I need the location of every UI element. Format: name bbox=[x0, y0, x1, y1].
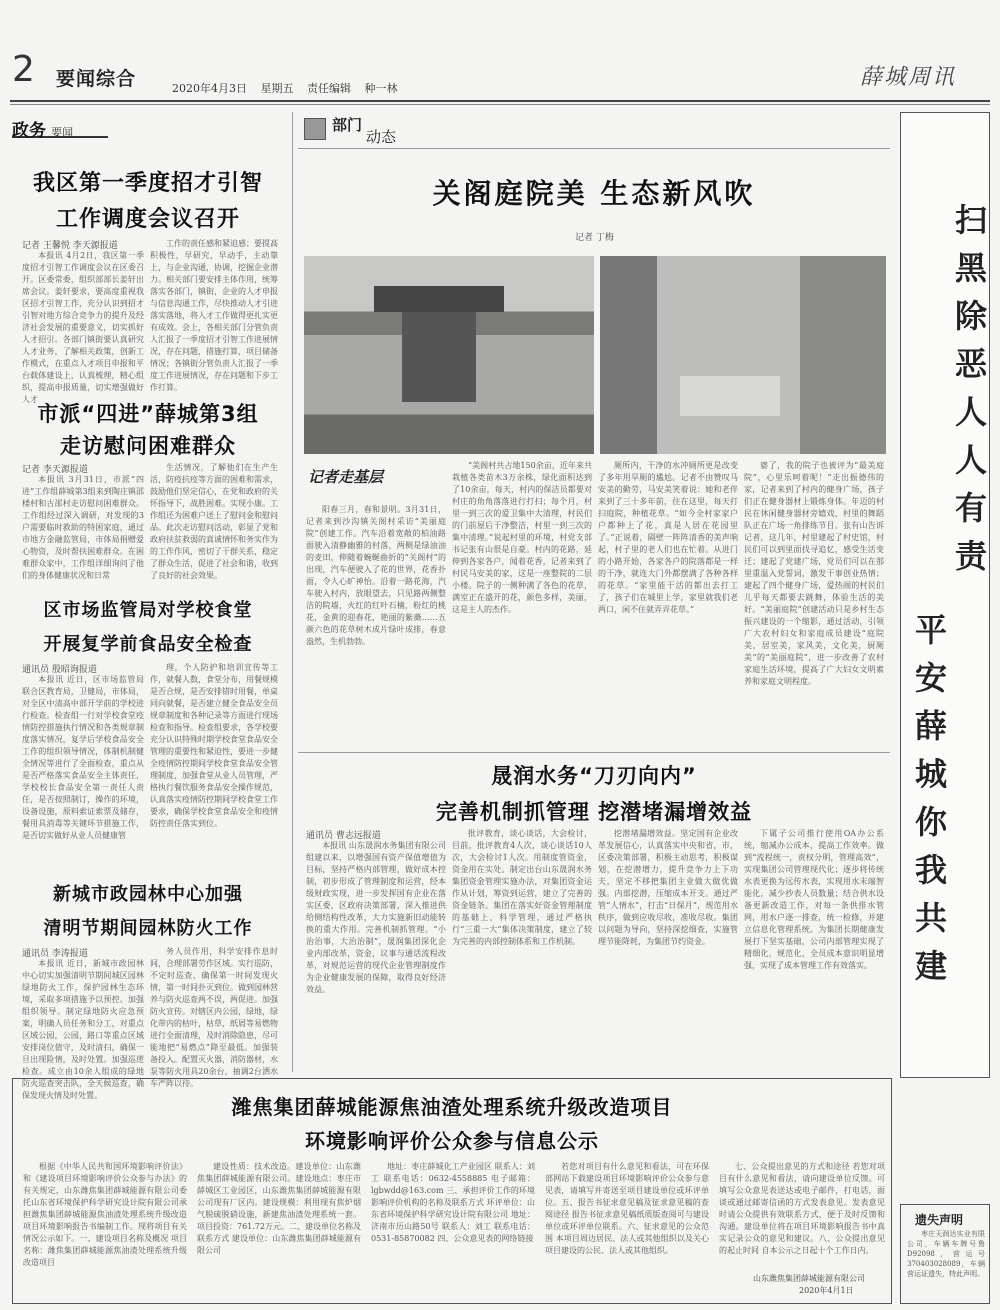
article4-body-col1: 本报讯 近日，新城市政园林中心切实加强清明节期间城区园林绿地防火工作，保护园林生态环境，采取多项措施予以预控。加强组织领导。制定绿地防火应急预案，明确人员任务和分工，对重点区域公园，公园，路口等重点区域安排岗位值守，及时清扫，确保一旦出现险情，及时处置。加强巡逻检查。成立由10余人组成的绿地防火巡查突击队，全天候巡查，确保发现火情及时处置。 bbox=[22, 959, 144, 1100]
reporter-column-tag bbox=[306, 460, 414, 500]
notice-date: 2020年4月1日 bbox=[799, 1286, 854, 1295]
dept-article1-col3: 厕所内，干净的水冲厕所更是改变了多年用旱厕的尴尬。记者不由赞叹马安美的勤劳，马安美笑着说：她和老伴来到了三十多年前，住在这里，每天打扫庭院，种植花草。“如今全村家家户户都种上了花，真是人居在花园里了。”正说着，隔壁一阵阵清香的美声响起，村子里的老人们也在忙着。从进门的小路开始，各家各户的院落都是一样的干净，就连大门外都摆满了各种各样的花草。“家里能干活的都出去打工了，孩子们在城里上学，家里就我们老两口，闲不住就弄弄花草。” bbox=[598, 461, 738, 614]
dept-article1-col1: 阳春三月，春和景明。3月31日，记者来到沙沟镇关阁村采访“美丽庭院”创建工作。汽车沿着宽敞的柏油路面驶入清静幽雅的村落，两侧是绿油油的麦田，伸随着蜿蜒曲折的“关阁村”的出现，汽车便驶入了花的世界，花香扑面，令人心旷神怡。沿着一路花海，汽车驶入村内，放眼望去，只见路两侧整洁的院墙，火红的红叶石楠，粉红的桃花，金黄的迎春花，艳丽的紫薇……五颜六色的花草树木成片绿叶成排，春意盎然，生机勃勃。 bbox=[306, 505, 446, 646]
section-title: 要闻综合 bbox=[56, 68, 137, 90]
dept-article2-title-line1: 晟润水务“刀刃向内” bbox=[491, 764, 697, 788]
page-number: 2 bbox=[12, 49, 35, 90]
article3-title-line2: 开展复学前食品安全检查 bbox=[43, 634, 253, 655]
slogan-line-1: 扫黑除恶人人有责 bbox=[950, 203, 988, 587]
dept-tag bbox=[298, 112, 444, 146]
article3-byline: 通讯员 殷昭询报道 bbox=[22, 665, 97, 675]
dept-article1-col2: “美阁村共占地150余亩，近年来共栽植各类苗木3万余株，绿化面积达到了10余亩，每天，村内的保洁员都要对村庄的角角落落进行打扫；每个月，村里一到三次的爱卫集中大清理，村民们的门前屋后干净整洁，村里一到三次的集中清理。”说起村里的环境，村党支部书记张有山很是自豪。村内的花路，延伸到各家各户，闻着花香，记者来到了村民马安美的家，这是一座整院的二层小楼。院子的一侧种满了各色的花草，满室正在盛开的花，颜色多样，美丽，这是主人的杰作。 bbox=[452, 461, 592, 614]
newspaper-logo: 薛城周讯 bbox=[860, 65, 957, 90]
article3-title-line1: 区市场监管局对学校食堂 bbox=[43, 600, 253, 621]
notice-title-line1: 潍焦集团薛城能源焦油渣处理系统升级改造项目 bbox=[231, 1095, 673, 1119]
article1-title-line2: 工作调度会议召开 bbox=[55, 207, 240, 232]
dept-article2-byline: 通讯员 曹志远报道 bbox=[306, 831, 381, 841]
dept-mid-rule bbox=[298, 752, 890, 753]
indoor-room-photo bbox=[600, 256, 886, 454]
dept-article2-col3: 挖潜堵漏增效益。坚定国有企业改革发展信心，认真落实中央和省，市，区委决策部署，积极主动思考，积极谋划，在挖潜增力，提升竞争力上下功夫，坚定不移把集团主业做大做优做强。内部挖潜，压缩成本开支。通过严管“人情水”，打击“日保月”，规范用水秩序，做到应收尽收，准收尽收。集团以问题为导向，坚持深挖细查，实施管理节能降耗，为集团节约资金。 bbox=[598, 829, 738, 946]
slogan-banner bbox=[900, 112, 990, 1078]
notice-col5: 七、公众提出意见的方式和途径 若您对项目有什么意见和看法，请向建设单位反馈。可填写公众意见表送达或电子邮件，打电话，面谈或通过邮寄信函的方式发表意见。发表意见时请公众提供有效联系方式，便于及时反馈和沟通。建设单位将在项目环境影响报告书中真实记录公众的意见和建议。八、公众提出意见的起止时间 自本公示之日起十个工作日内。 bbox=[719, 1162, 885, 1255]
slogan-line-2: 平安薛城你我共建 bbox=[910, 613, 948, 997]
notice-col1: 根据《中华人民共和国环境影响评价法》和《建设项目环境影响评价公众参与办法》的有关规定，山东潍焦集团薛城能源有限公司委托山东省环境保护科学研究设计院有限公司承担潍焦集团薛城能源焦油渣处理系统升级改造项目环境影响报告书编制工作。现将项目有关情况公示如下。一、建设项目名称及概况 项目名称：潍焦集团薛城能源焦油渣处理系统升级改造项目 bbox=[23, 1162, 187, 1267]
public-notice bbox=[12, 1078, 892, 1304]
article2-title-line1: 市派“四进”薛城第3组 bbox=[37, 402, 259, 426]
dept-article2-title-line2: 完善机制抓管理 挖潜堵漏增效益 bbox=[435, 800, 753, 824]
notice-col4: 若您对项目有什么意见和看法，可在环保部网站下载建设项目环境影响评价公众参与意见表，请填写并寄送至项目建设单位或环评单位。五、报告书征求意见稿及征求意见稿的查阅途径 报告书征求意见稿纸质版查阅可与建设单位或环评单位联系。六、征求意见的公众范围 本项目周边居民、法人或其他组织以及关心项目建设的公民、法人或其他组织。 bbox=[545, 1162, 709, 1255]
dept-article1-byline: 记者 丁梅 bbox=[575, 233, 614, 243]
politics-tag bbox=[12, 116, 108, 141]
politics-tag-sub: 要闻 bbox=[51, 126, 74, 139]
article4-title-line2: 清明节期间园林防火工作 bbox=[43, 918, 253, 939]
dept-article2-col1: 本报讯 山东晟润水务集团有限公司组建以来，以增强国有资产保值增值为目标，坚持严格内部管理，做好成本控制，初步形成了管理制度和运营，经本级财政实现，进一步发挥国有企业在落实区委，区政府决策部署，深入推进供给侧结构性改革，大力实施新旧动能转换的重大作用。完善机制抓管理。“小治治事，大治治制”，晟润集团深化企业内部改革，资金，议事与通话流程改革，对规范运营的现代企业管理制度作为企业健康发展的保障，取得良好经济效益。 bbox=[306, 841, 446, 994]
article1-byline: 记者 王馨悦 李天源报道 bbox=[22, 241, 118, 251]
reporter-column-label: 记者走基层 bbox=[308, 468, 384, 486]
article4-body-col2: 务人员作用，科学安排作息时间，合理部署劳作区域。实行巡防，不定时巡查，确保第一时间发现火情，第一时间扑灭到位。做到园林营养与防火巡查两不误，两促进。加强防火宣传。对辖区内公园，绿地，绿化带内的枯叶，枯草，纸屑等易燃物进行全面清理，及时消除隐患，尽可能地把“易燃点”降至最低。加强装备投入。配置灭火器，消防器材，水泵等防火用具20余台，抽调2台洒水车严阵以待。 bbox=[150, 947, 278, 1088]
dept-tag-sub: 动态 bbox=[366, 128, 397, 146]
dept-article2-col4: 下属子公司推行使用OA办公系统，缩减办公成本，提高工作效率。做到“流程统一，责权分明，管理高效”，实现集团公司管理现代化；逐步将传统水表更换为远传水表，实现用水末端智能化，减少抄表人员数量；结合供水设备更新改造工作，对每一条供排水管网，用水户逐一排查，统一检修，并建立信息化管理系统。为集团长期健康发展打下坚实基础，公司内部管理实现了精细化，规范化，全员成本意识明显增强，实现了成本管理工作有效落实。 bbox=[744, 829, 884, 970]
lost-notice-title: 遗失声明 bbox=[915, 1213, 964, 1227]
article2-body-col2: 生活情况，了解他们在生产生活，防疫抗疫等方面的困难和需求，鼓励他们坚定信心，在党和政府的关怀指导下，战胜困难。实现小康。工作组还为困难户送上了慰问金和慰问品。此次走访慰问活动，彰显了党和政府扶贫救弱的真诚情怀和务实作为的工作作风，密切了干群关系，稳定了群众生活，促进了社会和谐，收到了良好的社会效果。 bbox=[150, 463, 278, 580]
dept-article1-col4: 婆了，我的院子也被评为“最美庭院”，心里乐呵着呢！”走出振德伟的家，记者来到了村内的健身广场，孩子们正在健身器材上锻炼身体。年迈的村民在休闲健身器材旁嬉戏，村里的舞蹈队正在广场一角排练节目。张有山告诉记者，这几年，村里建起了村史馆，村民们可以到里面找寻追忆，感受生活变迁；建起了党建广场，党员们可以在那里重温入党誓词，激发干事创业热情；建起了四个健身广场，爱热闹的村民们儿乎每天都要去跳舞，体验生活的美好。“美丽庭院”创建活动只是乡村生态振兴建设的一个缩影，通过活动，引领广大农村妇女和家庭成员建设“庭院美，居室美，家风美，文化美，厨厕美”的“美丽庭院”，进一步改善了农村家庭生活环境，提高了广大妇女文明素养和家庭文明程度。 bbox=[744, 461, 884, 686]
lost-notice bbox=[900, 1204, 990, 1304]
article2-body-col1: 本报讯 3月31日，市派“四进”工作组薛城第3组来到陶庄镇邵楼村和古邵村走访慰问困难群众。工作组经过深入调研，对发现的3户需要临时救助的特困家庭，通过市地方金融监管局，市体局捐赠爱心物资，及时帮扶困难群众。在困难群众家中，工作组详细询问了他们的身体健康状况和日常 bbox=[22, 475, 144, 580]
article1-body-col2: 工作的责任感和紧迫感；要提高积极性，早研究，早动手，主动靠上，与企业沟通，协调，挖掘企业潜力。相关部门要安排主体作用，统筹落实各部门，镇街，企业的人才申报与信息沟通工作，尽快推动人才引进落实落地，将人才工作做得更扎实更有成效。会上，各相关部门分管负责人汇报了一季度招才引智工作进展情况，存在问题，措施打算，项目储备情况；各镇街分管负责人汇报了一季度工作进展情况，存在问题和下步工作打算。 bbox=[150, 239, 278, 392]
politics-tag-main: 政务 bbox=[12, 121, 46, 141]
dept-article1-title: 关阁庭院美 生态新风吹 bbox=[432, 177, 756, 210]
courtyard-gate-photo bbox=[304, 256, 594, 454]
dept-article2-col2: 批评教育，谈心谈话，大会检讨，目前，批评教育4人次，谈心谈话10人次，大会检讨1人次。用制度管资金，资金用在实处。制定出台山东晟润水务集团资金管理实施办法，对集团资金运作从计划，筹资到运营，建立了完善的资金链条。集团在落实好资金管理制度的基础上，科学管理，通过严格执行“三重一大”集体决策制度，建立了较为完善的内部控制体系和工作机制。 bbox=[452, 829, 592, 946]
article4-byline: 通讯员 李涛报道 bbox=[22, 949, 88, 959]
article1-body-col1: 本报讯 4月2日，我区第一季度招才引智工作调度会议在区委召开。区委常委，组织部部长姜轩出席会议。姜轩要求，要高度重视我区招才引智工作，充分认识到招才引智对地方综合竞争力的提升及经济社会发展的重要意义，切实抓好人才招引。各部门镇街要认真研究人才业务，了解相关政策，创新工作模式，在重点人才项目申报和平台载体建设上，认真梳理，精心组织，提高申报质量，切实增强做好人才 bbox=[22, 251, 144, 404]
article4-title-line1: 新城市政园林中心加强 bbox=[53, 884, 243, 905]
notice-col2: 建设性质：技术改造。建设单位：山东潍焦集团薛城能源有限公司。建设地点：枣庄市薛城区工业园区，山东潍焦集团薛城能源有限公司现有厂区内。建设规模：利用现有焦炉烟气脱硫脱硝设施，新建焦油渣处理系统一套。项目投资：761.72万元。二、建设单位名称及联系方式 建设单位：山东潍焦集团薛城能源有限公司 bbox=[197, 1162, 361, 1255]
building-icon bbox=[304, 118, 326, 140]
issue-info: 2020年4月3日 星期五 责任编辑 种一林 bbox=[172, 82, 398, 95]
header-rule bbox=[10, 100, 990, 102]
article1-title-line1: 我区第一季度招才引智 bbox=[32, 171, 263, 196]
dept-top-rule bbox=[298, 148, 890, 149]
notice-col3: 地址：枣庄薛城化工产业园区 联系人：刘工 联系电话：0632-4558885 电子邮箱：lgbwdd@163.com 三、承担评价工作的环境影响评价机构的名称及联系方式 环评单位：山东省环境保护科学研究设计院有限公司 地址：济南市历山路50号 联系人：刘工 联系电话：0531-85870082 四、公众意见表的网络链接 bbox=[371, 1162, 535, 1243]
left-column-divider bbox=[292, 112, 293, 1072]
article3-body-col1: 本报讯 近日，区市场监管局联合区教育局，卫健局，市体局，对全区中清高中部开学前的学校进行检查。检查组一行对学校食堂疫情防控措施执行情况和各类规章制度落实情况，复学后学校食品安全工作的组织领导情况，体制机制健全情况等进行了全面检查，重点从是否严格落实食品安全主体责任，学校校长食品安全第一责任人责任，是否按照制订，操作的环境，设备设施，原料索证索票及储存，餐用具消毒等关键环节措施工作，是否切实做好从业人员健康管 bbox=[22, 675, 144, 840]
dept-tag-main: 部门 bbox=[332, 116, 363, 134]
article2-byline: 记者 李天源报道 bbox=[22, 465, 88, 475]
gate-door bbox=[402, 312, 476, 402]
notice-title-line2: 环境影响评价公众参与信息公示 bbox=[305, 1129, 599, 1153]
article3-body-col2: 理，个人防护和培训宣传等工作，就餐人数，食堂分布，用餐规模是否合规，是否安排错时用餐，单桌同向就餐，是否建立健全食品安全员规章制度和各种记录等方面进行现场检查和指导。检查组要求，各学校要充分认识特殊时期学校食堂食品安全管理的重要性和紧迫性，要进一步健全疫情防控期间学校食堂食品安全管理制度，加强食堂从业人员管理，严格执行餐饮服务食品安全操作规范，认真落实疫情防控期间学校食堂工作要求，确保学校食堂食品安全和疫情防控责任落实到位。 bbox=[150, 663, 278, 828]
article2-title-line2: 走访慰问困难群众 bbox=[60, 434, 236, 458]
gate-roof bbox=[374, 286, 504, 312]
notice-signature: 山东潍焦集团薛城能源有限公司 bbox=[753, 1274, 865, 1283]
lost-notice-body: 枣庄天润达实业有限公司，车辆车牌号鲁D92098，营运号370403028089，车辆营运证遗失，特此声明。 bbox=[907, 1230, 985, 1278]
room-table bbox=[680, 376, 780, 416]
header-rule-thin bbox=[10, 104, 990, 105]
